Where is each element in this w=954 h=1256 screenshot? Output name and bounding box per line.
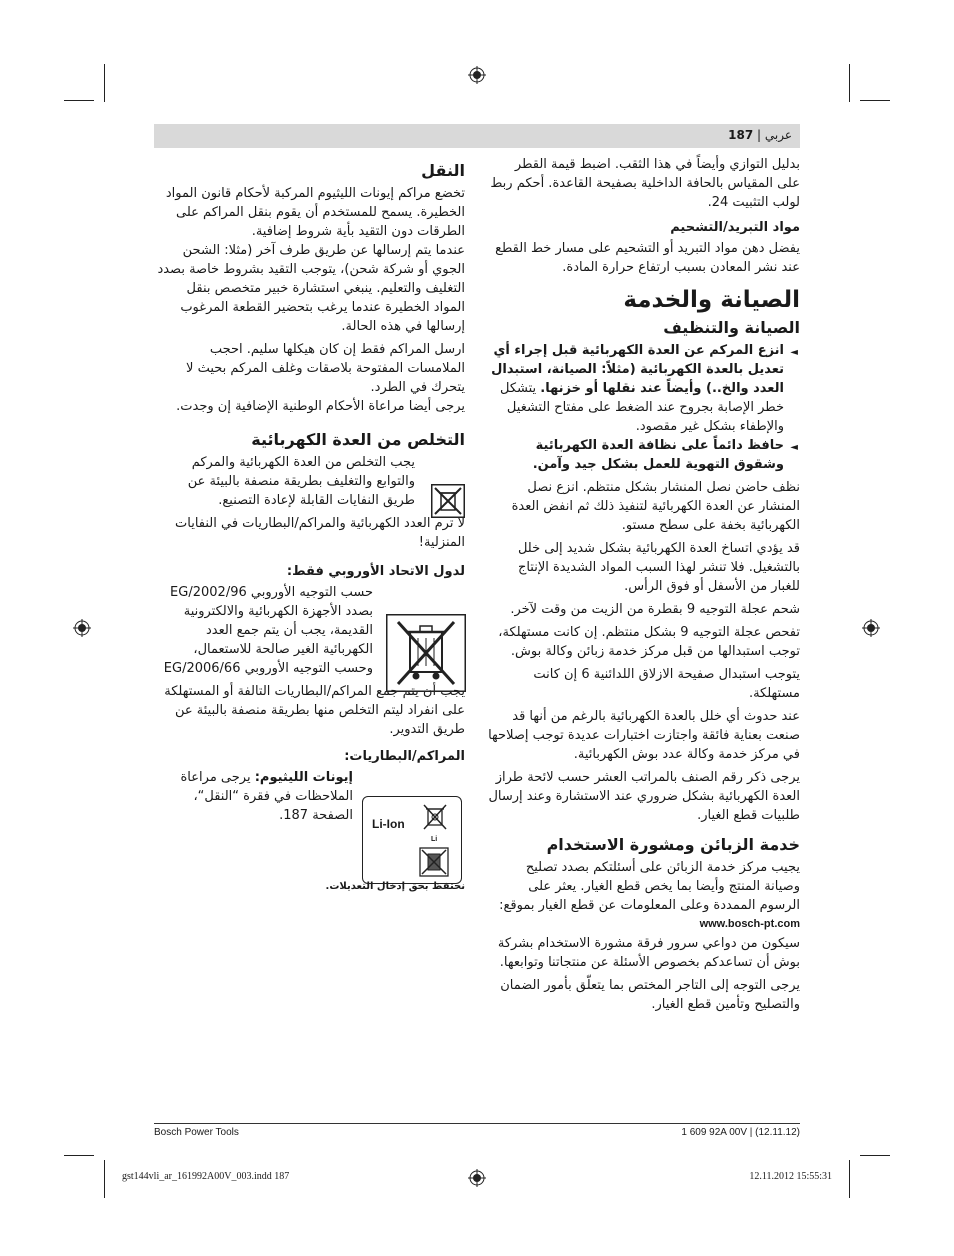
warning-bullet (488, 436, 800, 474)
paragraph: يرجى أيضا مراعاة الأحكام الوطنية الإضافية إن وجدت. (176, 399, 465, 414)
paragraph: يرجى التوجه إلى التاجر المختص بما يتعلّق بأمور الضمان والتصليح وتأمين قطع الغيار. (500, 978, 800, 1012)
crop-mark (849, 1160, 850, 1198)
li-ion-box-label: Li-Ion (372, 817, 405, 831)
paragraph: شحم عجلة التوجيه 9 بقطرة من الزيت من وقت لآخر. (510, 602, 800, 617)
paragraph: يجب التخلص من العدة الكهربائية والمركم والتوابع والتغليف بطريقة منصفة بالبيئة عن طريق النفايات القابلة لإعادة التصنيع. (187, 455, 415, 508)
li-small-label: Li (431, 836, 438, 843)
page-header (154, 124, 800, 148)
transport-heading: النقل (421, 161, 465, 180)
crossed-bin-icon (431, 484, 465, 518)
right-column (488, 155, 800, 1018)
paragraph: يرجى ذكر رقم الصنف بالمراتب العشر حسب لائحة طراز العدة الكهربائية بشكل ضروري عند الاستشارة وعند إرسال طلبيات قطع الغيار. (488, 770, 800, 823)
paragraph: حسب التوجيه الأوروبي 2002/96/EG بصدد الأجهزة الكهربائية والالكترونية القديمة، يجب أن يتم جمع العدد الكهربائية الغير صالحة للاستعمال، وحسب التوجيه الأوروبي 2006/66/EG (163, 585, 373, 676)
language-label: عربي (764, 128, 792, 142)
bullet-bold-text: انزع المركم عن العدة الكهربائية قبل إجراء أي تعديل بالعدة الكهربائية (مثلاً: الصيانة، استبدال العدد والخ..) وأيضاً عند نقلها أو خزنها. (491, 343, 784, 396)
warning-bullet (488, 341, 800, 436)
customer-service-heading: خدمة الزبائن ومشورة الاستخدام (546, 835, 800, 854)
footer-brand: Bosch Power Tools (154, 1127, 239, 1138)
cooling-heading: مواد التبريد/التشحيم (670, 220, 800, 235)
registration-mark-icon (73, 619, 91, 637)
crop-mark (104, 64, 105, 102)
slug-filename: gst144vli_ar_161992A00V_003.indd 187 (122, 1171, 290, 1182)
paragraph: عند حدوث أي خلل بالعدة الكهربائية بالرغم من أنها قد صنعت بعناية فائقة واجتازت اختبارات عديدة توجب إصلاحها في مركز خدمة وكالة عدد بوش الكهربائية. (488, 709, 800, 762)
paragraph: عندما يتم إرسالها عن طريق طرف آخر (مثلا: الشحن الجوي أو شركة شحن)، يتوجب التقيد بشروط خاصة بصدد التغليف والتعليم. ينبغي استشارة خبير متخصص بنقل المواد الخطيرة عندما يرغب بتحضير القطعة المرغوب إرسالها في هذه الحالة. (157, 243, 465, 334)
website-link[interactable]: www.bosch-pt.com (699, 918, 800, 930)
crossed-bin-recycle-icon (421, 803, 449, 837)
footer-rule (154, 1123, 800, 1124)
left-column (154, 155, 465, 896)
paragraph: قد يؤدي اتساخ العدة الكهربائية بشكل شديد إلى خلل بالتشغيل. فلا تنشر لهذا السبب المواد الشديدة الإنتاج للغبار من الأسفل أو فوق الرأس. (517, 541, 800, 594)
li-ion-disposal-box (362, 796, 462, 884)
paragraph: سيكون من دواعي سرور فرقة مشورة الاستخدام بشركة بوش أن تساعدكم بخصوص الأسئلة عن منتجاتنا وتوابعها. (497, 936, 800, 970)
page-number: 187 (728, 128, 754, 142)
change-notice: نحتفظ بحق إدخال التعديلات. (325, 881, 465, 892)
bullet-triangle-icon: ◄ (790, 442, 798, 453)
weee-bin-icon (386, 614, 466, 692)
registration-mark-icon (468, 1169, 486, 1187)
crossed-battery-bin-icon (419, 847, 449, 879)
slug-datetime: 12.11.2012 15:55:31 (749, 1171, 832, 1182)
paragraph: يجيب مركز خدمة الزبائن على أسئلتكم بصدد تصليح وصيانة المنتج وأيضا بما يخص قطع الغيار. يعثر على الرسوم الممددة وعلى المعلومات عن قطع الغيار بموقع: (499, 860, 800, 913)
paragraph: يتوجب استبدال صفيحة الازلاق اللدائنية 6 إن كانت مستهلكة. (533, 667, 800, 701)
registration-mark-icon (862, 619, 880, 637)
paragraph (154, 768, 353, 825)
paragraph: يجب أن يتم جمع المراكم/البطاريات التالفة أو المستهلكة على انفراد ليتم التخلص منها بطريقة منصفة بالبيئة عن طريق التدوير. (164, 684, 465, 737)
intro-paragraph: بدليل التوازي وأيضاً في هذا الثقب. اضبط قيمة القطر على المقياس بالحافة الداخلية بصفيحة القاعدة. أحكم ربط لولب التثبيت 24. (490, 157, 800, 210)
li-ion-text: يرجى مراعاة الملاحظات في فقرة “النقل“، الصفحة 187. (180, 770, 353, 823)
bullet-triangle-icon: ◄ (790, 347, 798, 358)
paragraph: نظف حاضن نصل المنشار بشكل منتظم. انزع نصل المنشار عن العدة الكهربائية لتنفيذ ذلك ثم انفض العدة الكهربائية بخفة على سطح مستو. (511, 480, 800, 533)
crop-mark (860, 100, 890, 101)
batteries-heading: المراكم/البطاريات: (344, 749, 465, 764)
page-number-label: عربي | 187 (728, 128, 792, 142)
crop-mark (64, 1155, 94, 1156)
cleaning-heading: الصيانة والتنظيف (663, 318, 800, 337)
cooling-paragraph: يفضل دهن مواد التبريد أو التشحيم على مسار خط القطع عند نشر المعادن بسبب ارتفاع حرارة المادة. (495, 241, 800, 275)
bullet-text: يتشكل خطر الإصابة بجروح عند الضغط على مفتاح التشغيل والإطفاء بشكل غير مقصود. (499, 381, 784, 434)
section-title-maintenance-service: الصيانة والخدمة (623, 287, 800, 313)
footer-doc-number: 1 609 92A 00V | (12.11.12) (681, 1127, 800, 1138)
li-ion-label: إيونات الليثيوم: (254, 770, 353, 785)
disposal-heading: التخلص من العدة الكهربائية (251, 430, 465, 449)
crop-mark (849, 64, 850, 102)
bullet-bold-text: حافظ دائماً على نظافة العدة الكهربائية وشقوق التهوية للعمل بشكل جيد وآمن. (532, 438, 784, 472)
crop-mark (104, 1160, 105, 1198)
registration-mark-icon (468, 66, 486, 84)
crop-mark (64, 100, 94, 101)
paragraph: ارسل المراكم فقط إن كان هيكلها سليم. احجب الملامسات المفتوحة بلاصقات وغلف المركم بحيث لا يتحرك في الطرد. (186, 342, 465, 395)
eu-heading: لدول الاتحاد الأوروبي فقط: (286, 564, 465, 579)
paragraph: تفحص عجلة التوجيه 9 بشكل منتظم. إن كانت مستهلكة، توجب استبدالها من قبل مركز خدمة زبائن وكالة بوش. (498, 625, 800, 659)
crop-mark (860, 1155, 890, 1156)
paragraph: تخضع مراكم إيونات الليثيوم المركبة لأحكام قانون المواد الخطيرة. يسمح للمستخدم أن يقوم بنقل المراكم على الطرقات دون التقيد بأية شروط إضافية. (165, 186, 465, 239)
paragraph: لا ترم العدد الكهربائية والمراكم/البطاريات في النفايات المنزلية! (175, 516, 465, 550)
